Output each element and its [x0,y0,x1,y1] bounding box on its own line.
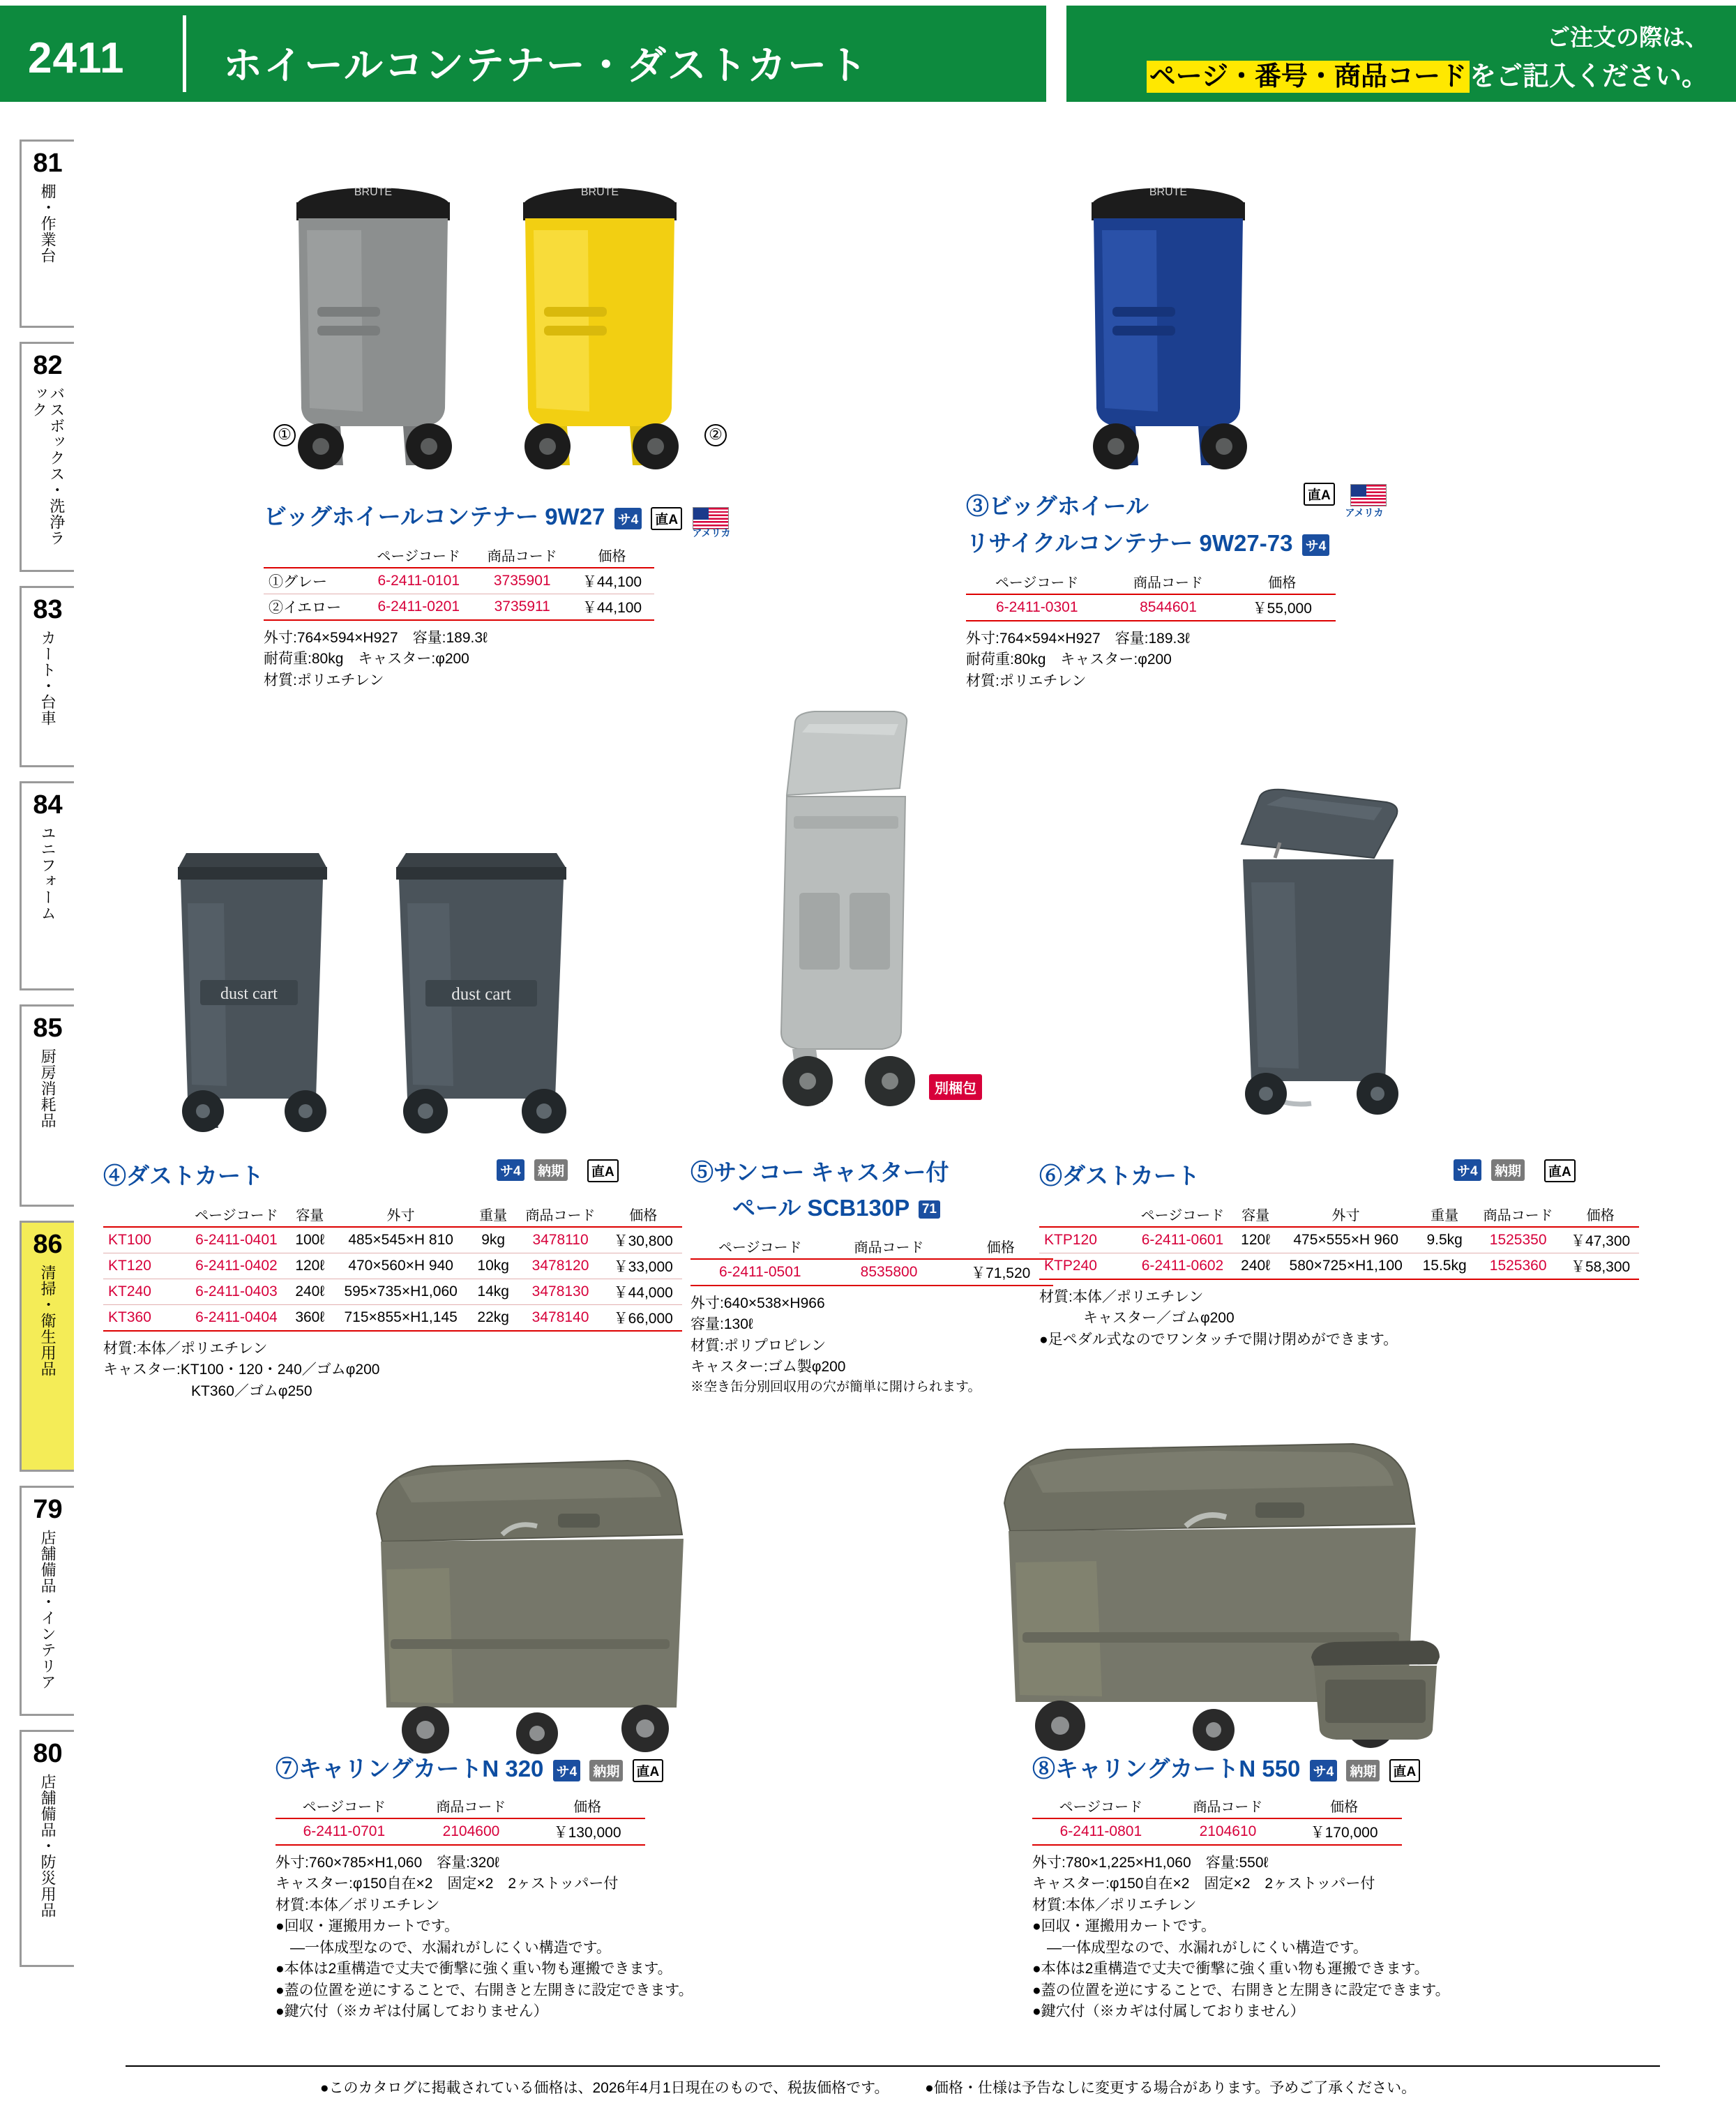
product-block-4 [103,1158,703,1402]
product-5-title-line1: ⑤サンコー キャスター付 [690,1159,949,1185]
product-7-spec-3: ●回収・運搬用カートです。 [276,1918,460,1935]
product-block-8 [1032,1751,1562,2023]
product-1-spec-0: 外寸:764×594×H927 容量:189.3ℓ [264,630,488,646]
capacity: 120ℓ [288,1253,332,1279]
size: 580×725×H1,100 [1277,1253,1414,1280]
image-caption-1: ① [273,424,296,446]
sidebar-item-83-number: 83 [33,595,63,624]
badge-sa4: サ4 [1310,1760,1338,1781]
item-code: 3478140 [517,1305,605,1332]
product-5-number: ⑤ [690,1159,714,1185]
product-5-spec-2: 材質:ポリプロピレン [690,1337,827,1354]
col-model [1039,1202,1131,1227]
sidebar-item-84[interactable] [20,781,74,990]
product-4-spec-2: KT360／ゴムφ250 [103,1382,312,1399]
product-image-yellow-container [506,178,694,471]
col-capacity: 容量 [288,1202,332,1227]
price: ￥30,800 [604,1227,682,1253]
col-price: 価格 [570,543,654,568]
sidebar-item-82[interactable] [20,342,74,572]
price: ￥66,000 [604,1305,682,1332]
badge-sa4: サ4 [1302,534,1330,556]
product-3-spec-0: 外寸:764×594×H927 容量:189.3ℓ [966,631,1190,647]
product-8-spec-6: ●蓋の位置を逆にすることで、右開きと左開きに設定できます。 [1032,1982,1450,1998]
price: ￥33,000 [604,1253,682,1279]
product-block-6 [1039,1158,1653,1350]
weight: 14kg [470,1279,517,1305]
table-row [103,1279,682,1305]
order-note-line2 [1080,54,1708,93]
sidebar-item-80-label: 店舗備品・防災用品 [39,1774,57,1918]
col-weight: 重量 [470,1202,517,1227]
product-7-spec-1: キャスター:φ150自在×2 固定×2 2ヶストッパー付 [276,1876,619,1892]
table-row [103,1227,682,1253]
col-page-code: ページコード [966,569,1108,594]
table-header-row [690,1234,1053,1259]
item-code: 2104600 [413,1818,529,1845]
product-1-spec-2: 材質:ポリエチレン [264,672,384,688]
product-block-7 [276,1751,764,2023]
svg-text:BRUTE: BRUTE [354,186,393,198]
model: KT100 [103,1227,185,1253]
size: 485×545×H 810 [332,1227,470,1253]
size: 595×735×H1,060 [332,1279,470,1305]
col-price: 価格 [529,1793,645,1818]
price: ￥44,100 [570,594,654,621]
product-3-title-line1: ③ビッグホイール 直A アメリカ [966,488,1538,521]
sidebar-item-79-label: 店舗備品・インテリア [39,1530,57,1690]
table-row [264,594,654,621]
item-code: 3478110 [517,1227,605,1253]
product-7-spec-6: ●蓋の位置を逆にすることで、右開きと左開きに設定できます。 [276,1982,693,1998]
capacity: 240ℓ [1234,1253,1277,1280]
product-image-dustcart-kt100 [157,820,345,1133]
col-price: 価格 [1286,1793,1402,1818]
sidebar-item-79[interactable] [20,1486,74,1716]
sidebar-item-81[interactable] [20,140,74,328]
col-item-code: 商品コード [413,1793,529,1818]
badge-direct-a: 直A [1304,483,1335,506]
svg-text:dust cart: dust cart [451,985,511,1004]
product-5-spec-1: 容量:130ℓ [690,1316,753,1333]
badge-leadtime: 納期 [1346,1760,1380,1781]
badge-sa4: サ4 [614,508,642,529]
page-title: ホイールコンテナー・ダストカート [223,43,869,87]
col-price: 価格 [1562,1202,1639,1227]
product-6-price-table [1039,1202,1639,1280]
product-8-title: ⑧キャリングカートN 550 サ4 納期 直A [1032,1751,1562,1784]
product-1-spec-1: 耐荷重:80kg キャスター:φ200 [264,651,469,668]
table-header-row [1032,1793,1402,1818]
product-image-dustcart-kt360 [377,820,586,1133]
sidebar-item-86[interactable] [20,1221,74,1472]
product-4-number: ④ [103,1163,126,1189]
price: ￥170,000 [1286,1818,1402,1845]
table-row [690,1259,1053,1286]
table-row [276,1818,645,1845]
table-header-row [264,543,654,568]
product-block-1 [264,499,780,691]
product-5-spec-4: ※空き缶分別回収用の穴が簡単に開けられます。 [690,1379,981,1394]
col-page-code: ページコード [363,543,474,568]
product-4-price-table [103,1202,682,1332]
item-code: 3735911 [474,594,570,621]
sidebar-item-80-number: 80 [33,1739,63,1768]
col-price: 価格 [948,1234,1053,1259]
product-8-number: ⑧ [1032,1756,1055,1781]
price: ￥44,100 [570,568,654,594]
item-code: 1525350 [1474,1227,1562,1253]
size: 475×555×H 960 [1277,1227,1414,1253]
product-3-price-table [966,569,1336,621]
col-page-code: ページコード [1032,1793,1170,1818]
table-header-row [966,569,1336,594]
product-6-number: ⑥ [1039,1163,1062,1189]
item-code: 1525360 [1474,1253,1562,1280]
product-8-spec-5: ●本体は2重構造で丈夫で衝撃に強く重い物も運搬できます。 [1032,1961,1429,1977]
model: KT360 [103,1305,185,1332]
product-image-sanko-pail [732,684,963,1130]
page-code: 6-2411-0602 [1131,1253,1234,1280]
col-size: 外寸 [1277,1202,1414,1227]
product-7-spec-5: ●本体は2重構造で丈夫で衝撃に強く重い物も運搬できます。 [276,1961,672,1977]
product-7-price-table [276,1793,645,1846]
badge-direct-a: 直A [1544,1159,1576,1182]
badge-leadtime: 納期 [534,1159,568,1181]
model: KTP120 [1039,1227,1131,1253]
page-code: 6-2411-0601 [1131,1227,1234,1253]
product-5-spec-0: 外寸:640×538×H966 [690,1295,825,1311]
table-row [1039,1227,1639,1253]
model: KT240 [103,1279,185,1305]
order-note-line1: ご注文の際は、 [1547,24,1708,50]
product-7-number: ⑦ [276,1756,299,1781]
model: KTP240 [1039,1253,1131,1280]
product-image-blue-recycle-container [1074,178,1262,471]
item-code: 3478120 [517,1253,605,1279]
product-8-price-table [1032,1793,1402,1846]
sidebar-item-86-number: 86 [33,1230,63,1259]
page-code: 6-2411-0402 [185,1253,288,1279]
usa-flag-icon [1350,484,1387,506]
product-block-5 [690,1154,1081,1396]
page-code: 6-2411-0201 [363,594,474,621]
sidebar-item-81-label: 棚・作業台 [39,183,57,264]
table-row [264,568,654,594]
product-7-spec-0: 外寸:760×785×H1,060 容量:320ℓ [276,1855,499,1871]
product-3-number: ③ [966,493,989,519]
badge-direct-a: 直A [587,1159,619,1182]
product-8-spec-4: ―一体成型なので、水漏れがしにくい構造です。 [1032,1939,1368,1956]
product-1-title: ビッグホイールコンテナー 9W27 サ4 直A アメリカ [264,499,780,532]
product-4-spec-0: 材質:本体／ポリエチレン [103,1341,268,1357]
capacity: 360ℓ [288,1305,332,1332]
col-page-code: ページコード [276,1793,413,1818]
product-3-spec-1: 耐荷重:80kg キャスター:φ200 [966,651,1172,668]
sidebar-item-83-label: カート・台車 [39,630,57,726]
table-row [103,1253,682,1279]
product-7-title: ⑦キャリングカートN 320 サ4 納期 直A [276,1751,764,1784]
product-7-spec-2: 材質:本体／ポリエチレン [276,1897,440,1913]
product-8-spec-0: 外寸:780×1,225×H1,060 容量:550ℓ [1032,1855,1269,1871]
usa-flag-label: アメリカ [692,527,731,538]
product-8-spec-2: 材質:本体／ポリエチレン [1032,1897,1197,1913]
capacity: 100ℓ [288,1227,332,1253]
col-weight: 重量 [1414,1202,1474,1227]
price: ￥47,300 [1562,1227,1639,1253]
order-note-rest: をご記入ください。 [1469,62,1708,91]
page-code: 6-2411-0403 [185,1279,288,1305]
capacity: 120ℓ [1234,1227,1277,1253]
product-4-spec-1: キャスター:KT100・120・240／ゴムφ200 [103,1362,380,1378]
svg-text:dust cart: dust cart [220,985,278,1003]
item-code: 8544601 [1108,594,1228,621]
product-7-spec-7: ●鍵穴付（※カギは付属しておりません） [276,2003,548,2020]
badge-sa4: サ4 [497,1159,524,1181]
product-4-title: ④ダストカート サ4 納期 直A [103,1158,703,1191]
badge-direct-a: 直A [633,1759,664,1782]
size: 715×855×H1,145 [332,1305,470,1332]
col-price: 価格 [604,1202,682,1227]
table-header-row [276,1793,645,1818]
product-1-price-table [264,543,654,621]
table-header-row [1039,1202,1639,1227]
col-size: 外寸 [332,1202,470,1227]
page-number: 2411 [28,34,125,82]
badge-sa4: サ4 [553,1760,581,1781]
variant-name: ①グレー [264,568,363,594]
weight: 10kg [470,1253,517,1279]
col-price: 価格 [1229,569,1336,594]
product-block-3 [966,488,1538,692]
product-image-carrying-cart-320 [328,1430,746,1758]
col-page-code: ページコード [690,1234,830,1259]
col-item-code: 商品コード [830,1234,949,1259]
size: 470×560×H 940 [332,1253,470,1279]
badge-direct-a: 直A [651,507,682,530]
sidebar-item-81-number: 81 [33,149,63,178]
badge-separate-packing: 別梱包 [926,1074,982,1100]
product-6-spec-1: キャスター／ゴムφ200 [1039,1310,1235,1327]
product-6-title: ⑥ダストカート サ4 納期 直A [1039,1158,1653,1191]
weight: 22kg [470,1305,517,1332]
price: ￥44,000 [604,1279,682,1305]
page-code: 6-2411-0701 [276,1818,413,1845]
item-code: 3478130 [517,1279,605,1305]
svg-text:BRUTE: BRUTE [1149,186,1188,198]
product-5-spec-3: キャスター:ゴム製φ200 [690,1359,846,1376]
product-5-title-line2: ペール SCB130P 71 [690,1190,1081,1223]
product-5-price-table [690,1234,1053,1286]
col-capacity: 容量 [1234,1202,1277,1227]
product-8-spec-1: キャスター:φ150自在×2 固定×2 2ヶストッパー付 [1032,1876,1375,1892]
sidebar-item-86-label: 清掃・衛生用品 [39,1265,57,1377]
weight: 15.5kg [1414,1253,1474,1280]
page-code: 6-2411-0101 [363,568,474,594]
page-code: 6-2411-0801 [1032,1818,1170,1845]
item-code: 8535800 [830,1259,949,1286]
badge-leadtime: 納期 [1491,1159,1525,1181]
col-item-code: 商品コード [1170,1793,1286,1818]
col-page-code: ページコード [185,1202,288,1227]
product-8-spec-3: ●回収・運搬用カートです。 [1032,1918,1216,1935]
sidebar-item-79-number: 79 [33,1495,63,1524]
col-item-code: 商品コード [474,543,570,568]
order-note-highlight: ページ・番号・商品コード [1147,61,1470,93]
price: ￥130,000 [529,1818,645,1845]
product-image-dustcart-pedal [1200,760,1451,1137]
product-8-spec-7: ●鍵穴付（※カギは付属しておりません） [1032,2003,1305,2020]
badge-direct-a: 直A [1389,1759,1421,1782]
usa-flag-label: アメリカ [1345,507,1384,518]
table-row [1039,1253,1639,1280]
product-3-spec-2: 材質:ポリエチレン [966,672,1087,689]
footer-divider [126,2065,1660,2067]
price: ￥55,000 [1229,594,1336,621]
product-image-gray-container [279,178,467,471]
sidebar-item-85-number: 85 [33,1013,63,1043]
sidebar-item-85-label: 厨房消耗品 [39,1048,57,1129]
price: ￥58,300 [1562,1253,1639,1280]
badge-sa4: サ4 [1454,1159,1481,1181]
item-code: 2104610 [1170,1818,1286,1845]
model: KT120 [103,1253,185,1279]
sidebar-item-83[interactable] [20,586,74,767]
sidebar-item-82-number: 82 [33,351,63,380]
badge-leadtime: 納期 [589,1760,623,1781]
table-row [1032,1818,1402,1845]
sidebar-item-84-label: ユニフォーム [39,825,57,921]
page-header [0,0,1736,108]
footer-note-2: ●価格・仕様は予告なしに変更する場合があります。予めご了承ください。 [925,2080,1417,2096]
col-item-code: 商品コード [517,1202,605,1227]
sidebar-item-84-number: 84 [33,790,63,820]
product-6-spec-2: ●足ペダル式なのでワンタッチで開け閉めができます。 [1039,1331,1398,1348]
col-item-code: 商品コード [1108,569,1228,594]
footer-notes [0,2077,1736,2097]
product-3-title-line2: リサイクルコンテナー 9W27-73 サ4 [966,525,1538,558]
table-header-row [103,1202,682,1227]
sidebar-item-80[interactable] [20,1730,74,1967]
table-row [966,594,1336,621]
badge-71: 71 [919,1200,940,1219]
product-6-spec-0: 材質:本体／ポリエチレン [1039,1289,1204,1305]
table-row [103,1305,682,1332]
svg-text:BRUTE: BRUTE [580,186,619,198]
capacity: 240ℓ [288,1279,332,1305]
header-divider [183,15,186,92]
sidebar-item-85[interactable] [20,1004,74,1207]
page-code: 6-2411-0301 [966,594,1108,621]
footer-note-1: ●このカタログに掲載されている価格は、2026年4月1日現在のもので、税抜価格です。 [319,2080,889,2096]
item-code: 3735901 [474,568,570,594]
image-caption-2: ② [704,424,727,446]
price: ￥71,520 [948,1259,1053,1286]
weight: 9kg [470,1227,517,1253]
page-code: 6-2411-0501 [690,1259,830,1286]
variant-name: ②イエロー [264,594,363,621]
sidebar-item-82-label: バスボックス・洗浄ラック [30,386,66,546]
product-7-spec-4: ―一体成型なので、水漏れがしにくい構造です。 [276,1939,611,1956]
weight: 9.5kg [1414,1227,1474,1253]
usa-flag-icon [693,507,729,529]
product-image-carrying-cart-550-inset [1297,1625,1451,1751]
col-item-code: 商品コード [1474,1202,1562,1227]
col-page-code: ページコード [1131,1202,1234,1227]
page-code: 6-2411-0401 [185,1227,288,1253]
col-model [103,1202,185,1227]
page-code: 6-2411-0404 [185,1305,288,1332]
